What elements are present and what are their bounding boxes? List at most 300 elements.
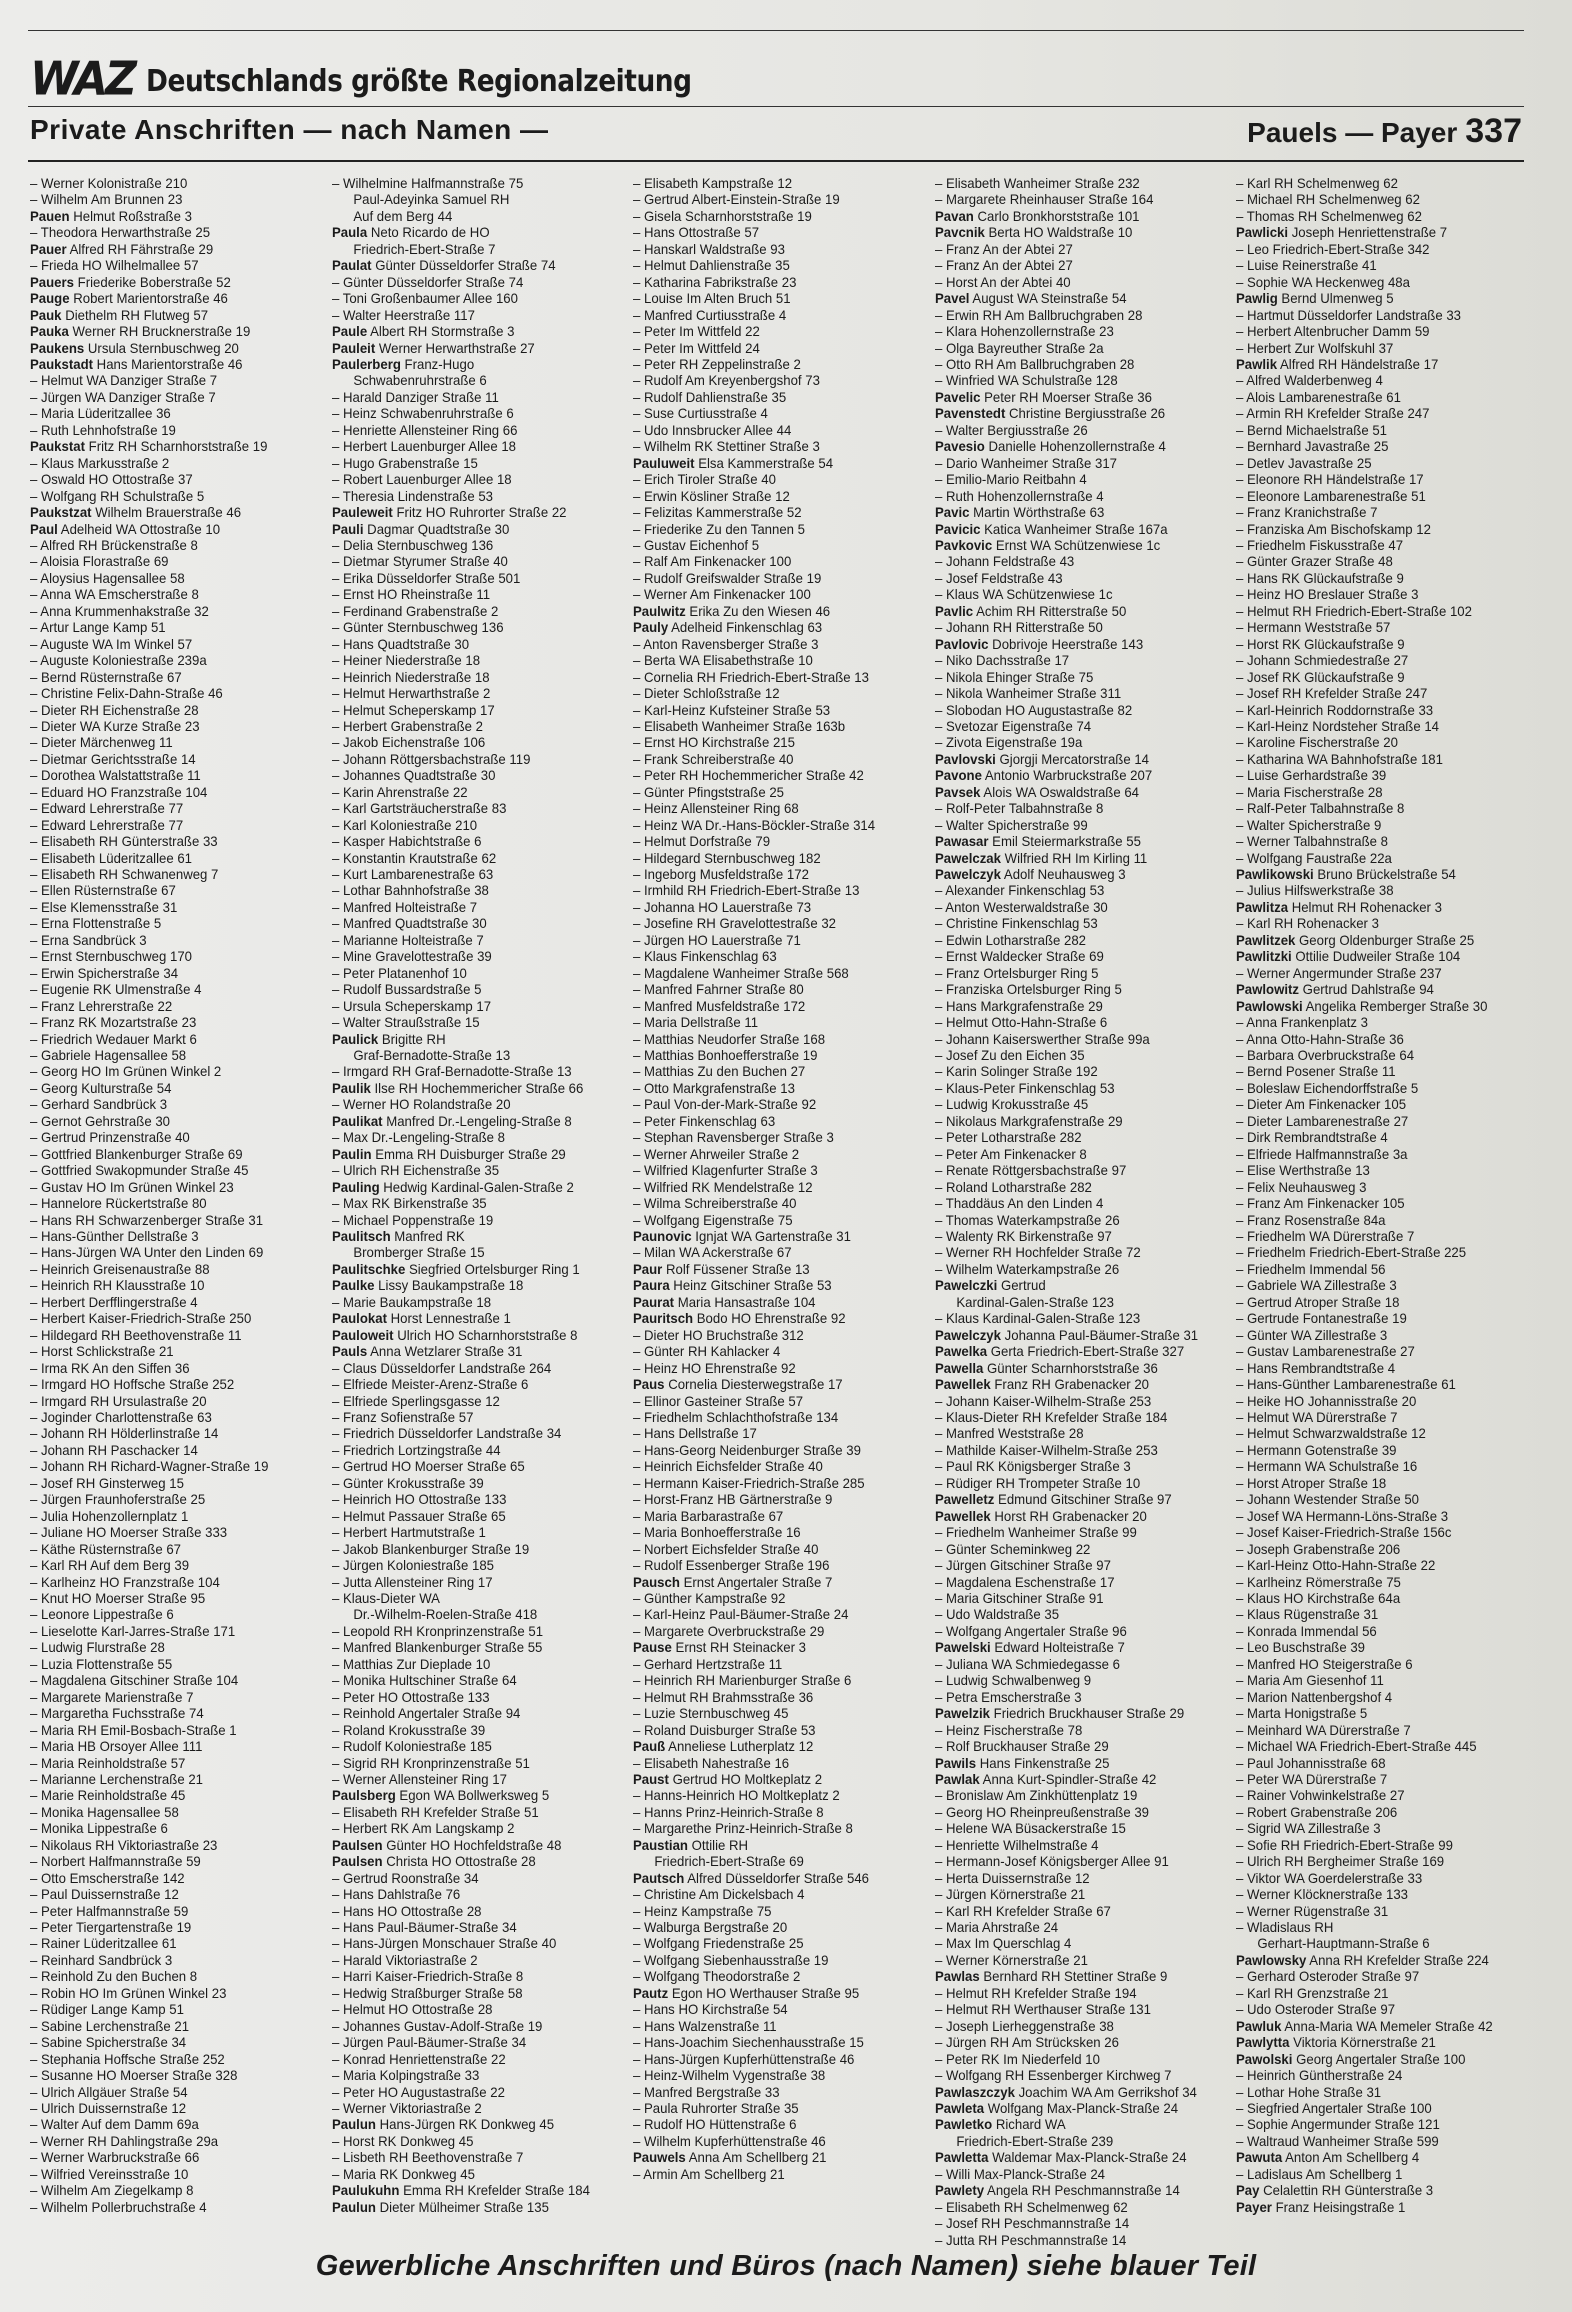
listing-entry: – Lisbeth RH Beethovenstraße 7 xyxy=(331,2150,523,2166)
listing-entry: – Günter Scheminkweg 22 xyxy=(934,1541,1091,1557)
surname: Pawella xyxy=(934,1360,984,1376)
surname: Paustian xyxy=(633,1837,689,1853)
listing-entry: – Paul RK Königsberger Straße 3 xyxy=(934,1459,1131,1475)
listing-entry: – Armin RH Krefelder Straße 247 xyxy=(1236,406,1430,422)
surname: Pawlig xyxy=(1236,291,1279,307)
listing-entry: – Ludwig Flurstraße 28 xyxy=(30,1640,165,1656)
listing-entry: Pauer Alfred RH Fährstraße 29 xyxy=(30,241,214,257)
listing-entry: – Franziska Am Bischofskamp 12 xyxy=(1236,521,1432,537)
listing-entry: – Elise Werthstraße 13 xyxy=(1236,1163,1371,1179)
listing-entry: – Max RK Birkenstraße 35 xyxy=(331,1196,487,1212)
surname: Pauk xyxy=(30,307,62,323)
listing-entry: – Karl RH Auf dem Berg 39 xyxy=(30,1558,190,1574)
surname: Paulik xyxy=(331,1080,371,1096)
listing-entry: Pauleit Werner Herwarthstraße 27 xyxy=(331,340,535,356)
listing-entry: Paur Rolf Füssener Straße 13 xyxy=(633,1261,810,1277)
listing-entry: – Günter Sternbuschweg 136 xyxy=(331,620,504,636)
listing-entry: – Michael WA Friedrich-Ebert-Straße 445 xyxy=(1236,1739,1477,1755)
listing-entry: – Franz Kranichstraße 7 xyxy=(1236,505,1378,521)
surname: Paulikat xyxy=(331,1113,383,1129)
column-5 xyxy=(1236,176,1524,2256)
surname: Pauls xyxy=(331,1344,367,1360)
surname: Pavsek xyxy=(934,784,981,800)
listing-entry: – Georg HO Im Grünen Winkel 2 xyxy=(30,1064,222,1080)
listing-entry: – Aloysius Hagensallee 58 xyxy=(30,570,185,586)
listing-entry: – Felizitas Kammerstraße 52 xyxy=(633,505,802,521)
listing-entry: Paulke Lissy Baukampstraße 18 xyxy=(331,1278,523,1294)
listing-entry: – Theodora Herwarthstraße 25 xyxy=(30,225,211,241)
listing-entry: – Wilhelm RK Stettiner Straße 3 xyxy=(633,439,821,455)
listing-entry: – Gustav Eichenhof 5 xyxy=(633,537,760,553)
surname: Paulukuhn xyxy=(331,2183,399,2199)
listing-entry: – Jürgen WA Danziger Straße 7 xyxy=(30,389,216,405)
listing-entry: – Reinhold Zu den Buchen 8 xyxy=(30,1969,198,1985)
listing-entry: – Rudolf Koloniestraße 185 xyxy=(331,1739,492,1755)
listing-entry: – Irmhild RH Friedrich-Ebert-Straße 13 xyxy=(633,883,860,899)
listing-entry: – Jutta RH Peschmannstraße 14 xyxy=(934,2232,1127,2248)
listing-entry: Paulik Ilse RH Hochemmericher Straße 66 xyxy=(331,1080,583,1096)
listing-entry: Paulsberg Egon WA Bollwerksweg 5 xyxy=(331,1788,549,1804)
listing-entry: – Luzia Flottenstraße 55 xyxy=(30,1656,173,1672)
listing-entry: – Wilfried Klagenfurter Straße 3 xyxy=(633,1163,818,1179)
listing-entry: – Gerhard Hertzstraße 11 xyxy=(633,1656,783,1672)
listing-entry: – Peter Tiergartenstraße 19 xyxy=(30,1920,192,1936)
listing-entry: – Irmgard HO Hoffsche Straße 252 xyxy=(30,1377,235,1393)
listing-entry: – Dieter Schloßstraße 12 xyxy=(633,686,780,702)
listing-entry: – Elisabeth Wanheimer Straße 232 xyxy=(934,176,1140,191)
listing-entry: – Erwin Kösliner Straße 12 xyxy=(633,488,791,504)
listing-entry: – Ulrich Allgäuer Straße 54 xyxy=(30,2084,188,2100)
listing-entry: – Rolf-Peter Talbahnstraße 8 xyxy=(934,801,1104,817)
listing-entry: – Hans-Jürgen Monschauer Straße 40 xyxy=(331,1936,556,1952)
surname: Paukstat xyxy=(30,439,85,455)
listing-entry: – Matthias Neudorfer Straße 168 xyxy=(633,1031,826,1047)
surname: Paulat xyxy=(331,258,372,274)
listing-entry: Pawelzik Friedrich Bruckhauser Straße 29 xyxy=(934,1706,1184,1722)
listing-entry: – Armin Am Schellberg 21 xyxy=(633,2166,785,2182)
listing-entry: – Werner RH Dahlingstraße 29a xyxy=(30,2133,219,2149)
listing-entry: – Magdalena Eschenstraße 17 xyxy=(934,1574,1115,1590)
surname: Pavkovic xyxy=(934,537,992,553)
listing-entry: – Alexander Finkenschlag 53 xyxy=(934,883,1105,899)
listing-entry: – Jürgen RH Am Strücksken 26 xyxy=(934,2035,1119,2051)
listing-entry: Pawuta Anton Am Schellberg 4 xyxy=(1236,2150,1420,2166)
listing-entry: – Wilhelmine Halfmannstraße 75 xyxy=(331,176,523,191)
listing-entry: Payer Franz Heisingstraße 1 xyxy=(1236,2199,1406,2215)
surname: Paule xyxy=(331,324,367,340)
listing-entry: – Anton Westerwaldstraße 30 xyxy=(934,899,1108,915)
listing-entry: – Max Im Querschlag 4 xyxy=(934,1936,1072,1952)
listing-entry: – Helmut RH Krefelder Straße 194 xyxy=(934,1985,1137,2001)
listing-entry: – Heiner Niederstraße 18 xyxy=(331,653,480,669)
listing-entry: – Christine Finkenschlag 53 xyxy=(934,916,1098,932)
listing-entry: – Lothar Hohe Straße 31 xyxy=(1236,2084,1382,2100)
listing-entry: – Edward Lehrerstraße 77 xyxy=(30,801,184,817)
listing-entry: – Anna Krummenhakstraße 32 xyxy=(30,603,209,619)
surname: Pawelletz xyxy=(934,1492,995,1508)
listing-entry: Paul-Adeyinka Samuel RH xyxy=(352,192,510,208)
surname: Paulun xyxy=(331,2199,376,2215)
listing-entry: – Christine Felix-Dahn-Straße 46 xyxy=(30,686,223,702)
listing-entry: – Eleonore Lambarenestraße 51 xyxy=(1236,488,1427,504)
listing-entry: Pauwels Anna Am Schellberg 21 xyxy=(633,2150,827,2166)
listing-entry: – Günter Grazer Straße 48 xyxy=(1236,554,1394,570)
listing-entry: – Leo Friedrich-Ebert-Straße 342 xyxy=(1236,241,1430,257)
listing-entry: – Helmut WA Danziger Straße 7 xyxy=(30,373,218,389)
listing-entry: – Heinrich Greisenaustraße 88 xyxy=(30,1261,210,1277)
listing-entry: – Manfred Musfeldstraße 172 xyxy=(633,998,806,1014)
listing-entry: – Peter HO Augustastraße 22 xyxy=(331,2084,505,2100)
listing-entry: – Karl-Heinrich Roddornstraße 33 xyxy=(1236,702,1434,718)
listing-entry: – Marianne Lerchenstraße 21 xyxy=(30,1771,203,1787)
listing-entry: – Ulrich RH Eichenstraße 35 xyxy=(331,1163,499,1179)
listing-entry: – Paul Von-der-Mark-Straße 92 xyxy=(633,1097,817,1113)
listing-entry: – Dario Wanheimer Straße 317 xyxy=(934,455,1117,471)
listing-entry: – Werner Körnerstraße 21 xyxy=(934,1952,1088,1968)
listing-entry: – Karl-Heinz Paul-Bäumer-Straße 24 xyxy=(633,1607,849,1623)
listing-entry: Pay Celalettin RH Günterstraße 3 xyxy=(1236,2183,1434,2199)
listing-entry: – Werner Kolonistraße 210 xyxy=(30,176,188,191)
listing-entry: – Ralf-Peter Talbahnstraße 8 xyxy=(1236,801,1405,817)
surname: Pawlicki xyxy=(1236,225,1289,241)
listing-entry: – Elisabeth Nahestraße 16 xyxy=(633,1755,790,1771)
listing-entry: – Heinrich Niederstraße 18 xyxy=(331,669,490,685)
listing-entry: – Louise Im Alten Bruch 51 xyxy=(633,291,791,307)
surname: Paulin xyxy=(331,1146,372,1162)
footer-note: Gewerbliche Anschriften und Büros (nach Namen) siehe blauer Teil xyxy=(315,2250,1257,2282)
listing-entry: – Klaus-Dieter WA xyxy=(331,1590,440,1606)
listing-entry: – Walter Bergiusstraße 26 xyxy=(934,422,1088,438)
listing-entry: – Peter HO Ottostraße 133 xyxy=(331,1689,490,1705)
listing-entry: – Gerhard Sandbrück 3 xyxy=(30,1097,168,1113)
listing-entry: – Margarete Rheinhauser Straße 164 xyxy=(934,192,1154,208)
listing-entry: – Hans Quadtstraße 30 xyxy=(331,636,469,652)
listing-entry: – Lothar Bahnhofstraße 38 xyxy=(331,883,489,899)
listing-entry: – Herbert Zur Wolfskuhl 37 xyxy=(1236,340,1394,356)
listing-entry: – Harri Kaiser-Friedrich-Straße 8 xyxy=(331,1969,523,1985)
listing-entry: – Peter Im Wittfeld 22 xyxy=(633,324,760,340)
listing-entry: – Niko Dachsstraße 17 xyxy=(934,653,1069,669)
surname: Pawlitzki xyxy=(1236,949,1293,965)
listing-entry: – Gertrud Albert-Einstein-Straße 19 xyxy=(633,192,840,208)
listing-entry: Pawolski Georg Angertaler Straße 100 xyxy=(1236,2051,1466,2067)
listing-entry: – Luise Reinerstraße 41 xyxy=(1236,258,1378,274)
listing-entry: – Werner Warbruckstraße 66 xyxy=(30,2150,200,2166)
listing-entry: Pavlovic Dobrivoje Heerstraße 143 xyxy=(934,636,1143,652)
listing-entry: – Johann Feldstraße 43 xyxy=(934,554,1075,570)
surname: Pawlitzek xyxy=(1236,932,1296,948)
surname: Pawelka xyxy=(934,1344,987,1360)
listing-entry: – Joseph Lierheggenstraße 38 xyxy=(934,2018,1114,2034)
listing-entry: – Heinrich Eichsfelder Straße 40 xyxy=(633,1459,824,1475)
listing-entry: Pauge Robert Marientorstraße 46 xyxy=(30,291,228,307)
listing-entry: – Karl-Heinz Nordsteher Straße 14 xyxy=(1236,718,1440,734)
listing-entry: – Helmut RH Friedrich-Ebert-Straße 102 xyxy=(1236,603,1473,619)
listing-entry: – Thaddäus An den Linden 4 xyxy=(934,1196,1104,1212)
listing-entry: – Georg Kulturstraße 54 xyxy=(30,1080,172,1096)
listing-entry: Pautz Egon HO Werthauser Straße 95 xyxy=(633,1985,860,2001)
surname: Pawellek xyxy=(934,1377,991,1393)
listing-entry: – Ellinor Gasteiner Straße 57 xyxy=(633,1393,804,1409)
surname: Paula xyxy=(331,225,367,241)
listing-entry: – Friedhelm WA Dürerstraße 7 xyxy=(1236,1229,1415,1244)
listing-entry: – Peter WA Dürerstraße 7 xyxy=(1236,1771,1388,1787)
listing-entry: – Josef Kaiser-Friedrich-Straße 156c xyxy=(1236,1525,1452,1541)
listing-entry: Paulin Emma RH Duisburger Straße 29 xyxy=(331,1146,566,1162)
listing-entry: – Jürgen Körnerstraße 21 xyxy=(934,1887,1086,1903)
listing-entry: Pawlowsky Anna RH Krefelder Straße 224 xyxy=(1236,1952,1490,1968)
listing-entry: Pauls Anna Wetzlarer Straße 31 xyxy=(331,1344,522,1360)
listing-entry: – Claus Düsseldorfer Landstraße 264 xyxy=(331,1360,551,1376)
listing-entry: Pawlak Anna Kurt-Spindler-Straße 42 xyxy=(934,1771,1157,1787)
listing-entry: – Hans Rembrandtstraße 4 xyxy=(1236,1360,1396,1376)
listing-entry: – Walter Heerstraße 117 xyxy=(331,307,475,323)
listing-entry: – Johann Westender Straße 50 xyxy=(1236,1492,1420,1508)
listing-entry: – Sabine Spicherstraße 34 xyxy=(30,2035,187,2051)
listing-entry: – Friedhelm Wanheimer Straße 99 xyxy=(934,1525,1137,1541)
listing-entry: – Maria Barbarastraße 67 xyxy=(633,1508,784,1524)
listing-entry: – Joginder Charlottenstraße 63 xyxy=(30,1409,212,1425)
listing-entry: – Nikola Ehinger Straße 75 xyxy=(934,669,1094,685)
listing-entry: Pauk Diethelm RH Flutweg 57 xyxy=(30,307,209,323)
listing-entry: Friedrich-Ebert-Straße 7 xyxy=(352,241,496,257)
listing-entry: – Manfred Blankenburger Straße 55 xyxy=(331,1640,542,1656)
page-number: 337 xyxy=(1465,112,1522,150)
listing-entry: – Anton Ravensberger Straße 3 xyxy=(633,636,819,652)
listing-entry: – Franz An der Abtei 27 xyxy=(934,258,1073,274)
listing-columns xyxy=(30,176,1524,2256)
listing-entry: Pauß Anneliese Lutherplatz 12 xyxy=(633,1739,814,1755)
listing-entry: – Mine Gravelottestraße 39 xyxy=(331,949,492,965)
listing-entry: – Franz Lehrerstraße 22 xyxy=(30,998,173,1014)
listing-entry: – Karl Koloniestraße 210 xyxy=(331,817,477,833)
listing-entry: – Margarethe Prinz-Heinrich-Straße 8 xyxy=(633,1821,854,1837)
listing-entry: – Anna Frankenplatz 3 xyxy=(1236,1015,1369,1031)
listing-entry: Pawellek Horst RH Grabenacker 20 xyxy=(934,1508,1147,1524)
listing-entry: – Hans Dahlstraße 76 xyxy=(331,1887,460,1903)
listing-entry: Paurat Maria Hansastraße 104 xyxy=(633,1294,816,1310)
listing-entry: – Karl-Heinz Kufsteiner Straße 53 xyxy=(633,702,831,718)
listing-entry: – Eduard HO Franzstraße 104 xyxy=(30,784,208,800)
listing-entry: – Rudolf HO Hüttenstraße 6 xyxy=(633,2117,797,2133)
listing-entry: – Paul Duissernstraße 12 xyxy=(30,1887,179,1903)
listing-entry: – Roland Krokusstraße 39 xyxy=(331,1722,485,1738)
listing-entry: – Elisabeth Kampstraße 12 xyxy=(633,176,793,191)
listing-entry: – Erwin RH Am Ballbruchgraben 28 xyxy=(934,307,1143,323)
listing-entry: – Marie Reinholdstraße 45 xyxy=(30,1788,186,1804)
listing-entry: – Slobodan HO Augustastraße 82 xyxy=(934,702,1132,718)
listing-entry: Pawluk Anna-Maria WA Memeler Straße 42 xyxy=(1236,2018,1494,2034)
listing-entry: – Horst Atroper Straße 18 xyxy=(1236,1475,1387,1491)
listing-entry: – Heinz-Wilhelm Vygenstraße 38 xyxy=(633,2068,826,2084)
listing-entry: – Monika Lippestraße 6 xyxy=(30,1821,168,1837)
listing-entry: – Gustav HO Im Grünen Winkel 23 xyxy=(30,1179,234,1195)
listing-entry: Bromberger Straße 15 xyxy=(352,1245,485,1261)
listing-entry: – Joseph Grabenstraße 206 xyxy=(1236,1541,1401,1557)
surname: Pavcnik xyxy=(934,225,985,241)
listing-entry: Paukens Ursula Sternbuschweg 20 xyxy=(30,340,239,356)
listing-entry: – Heinz HO Breslauer Straße 3 xyxy=(1236,587,1419,603)
listing-entry: Paukstadt Hans Marientorstraße 46 xyxy=(30,356,243,372)
listing-entry: Paulikat Manfred Dr.-Lengeling-Straße 8 xyxy=(331,1113,572,1129)
surname: Paukens xyxy=(30,340,85,356)
listing-entry: – Peter RH Hochemmericher Straße 42 xyxy=(633,768,865,784)
listing-entry: – Dieter RH Eichenstraße 28 xyxy=(30,702,199,718)
listing-entry: – Hermann WA Schulstraße 16 xyxy=(1236,1459,1418,1475)
top-rule xyxy=(28,30,1524,31)
listing-entry: – Hans HO Kirchstraße 54 xyxy=(633,2002,788,2018)
listing-entry: – Stephan Ravensberger Straße 3 xyxy=(633,1130,835,1146)
masthead-tagline: Deutschlands größte Regionalzeitung xyxy=(145,64,692,99)
listing-entry: – Klaus Finkenschlag 63 xyxy=(633,949,777,965)
surname: Pawelczyk xyxy=(934,867,1001,883)
listing-entry: – Maria Am Giesenhof 11 xyxy=(1236,1673,1385,1689)
listing-entry: – Viktor WA Goerdelerstraße 33 xyxy=(1236,1870,1423,1886)
column-2 xyxy=(332,176,620,2256)
listing-entry: – Günter WA Zillestraße 3 xyxy=(1236,1327,1388,1343)
surname: Pawlas xyxy=(934,1969,980,1985)
surname: Pawuta xyxy=(1236,2150,1283,2166)
listing-entry: – Horst RK Glückaufstraße 9 xyxy=(1236,636,1405,652)
listing-entry: – Christine Am Dickelsbach 4 xyxy=(633,1887,805,1903)
listing-entry: – Gottfried Blankenburger Straße 69 xyxy=(30,1146,243,1162)
listing-entry: – Helmut HO Ottostraße 28 xyxy=(331,2002,493,2018)
listing-entry: – Ursula Scheperskamp 17 xyxy=(331,998,491,1014)
listing-entry: – Konrada Immendal 56 xyxy=(1236,1623,1378,1639)
listing-entry: – Wladislaus RH xyxy=(1236,1920,1334,1936)
listing-entry: – Ernst Sternbuschweg 170 xyxy=(30,949,193,965)
listing-entry: – Helmut Scheperskamp 17 xyxy=(331,702,495,718)
masthead xyxy=(30,44,766,107)
listing-entry: – Herbert Grabenstraße 2 xyxy=(331,718,483,734)
listing-entry: – Otto RH Am Ballbruchgraben 28 xyxy=(934,356,1135,372)
listing-entry: – Werner Rügenstraße 31 xyxy=(1236,1903,1389,1919)
surname: Pauling xyxy=(331,1179,380,1195)
listing-entry: – Konstantin Krautstraße 62 xyxy=(331,850,496,866)
listing-entry: – Ernst Waldecker Straße 69 xyxy=(934,949,1104,965)
surname: Pavic xyxy=(934,505,970,521)
listing-entry: – Manfred Fahrner Straße 80 xyxy=(633,982,804,998)
listing-entry: – Käthe Rüsternstraße 67 xyxy=(30,1541,182,1557)
listing-entry: Pawlety Angela RH Peschmannstraße 14 xyxy=(934,2183,1180,2199)
listing-entry: – Margaretha Fuchsstraße 74 xyxy=(30,1706,204,1722)
surname: Paura xyxy=(633,1278,670,1294)
listing-entry: – Georg HO Rheinpreußenstraße 39 xyxy=(934,1804,1149,1820)
surname: Pautz xyxy=(633,1985,669,2001)
listing-entry: – Wilhelm Pollerbruchstraße 4 xyxy=(30,2199,207,2215)
name-range: Pauels — Payer xyxy=(1247,117,1458,148)
listing-entry: – Gabriele WA Zillestraße 3 xyxy=(1236,1278,1398,1294)
listing-entry: – Walter Spicherstraße 99 xyxy=(934,817,1088,833)
listing-entry: – Josef Feldstraße 43 xyxy=(934,570,1063,586)
listing-entry: – Maria HB Orsoyer Allee 111 xyxy=(30,1739,203,1755)
listing-entry: – Sigrid RH Kronprinzenstraße 51 xyxy=(331,1755,530,1771)
listing-entry: Gerhart-Hauptmann-Straße 6 xyxy=(1257,1936,1430,1952)
listing-entry: – Helmut Otto-Hahn-Straße 6 xyxy=(934,1015,1108,1031)
listing-entry: Pawlowski Angelika Remberger Straße 30 xyxy=(1236,998,1488,1014)
listing-entry: – Klaus Markusstraße 2 xyxy=(30,455,170,471)
listing-entry: – Leo Buschstraße 39 xyxy=(1236,1640,1366,1656)
surname: Paur xyxy=(633,1261,663,1277)
listing-entry: – Edwin Lotharstraße 282 xyxy=(934,932,1086,948)
listing-entry: Paus Cornelia Diesterwegstraße 17 xyxy=(633,1377,843,1393)
surname: Pavlic xyxy=(934,603,973,619)
listing-entry: – Wolfgang RH Essenberger Kirchweg 7 xyxy=(934,2068,1172,2084)
surname: Pauleweit xyxy=(331,505,393,521)
listing-entry: – Margarete Overbruckstraße 29 xyxy=(633,1623,825,1639)
listing-entry: – Leonore Lippestraße 6 xyxy=(30,1607,174,1623)
listing-entry: – Wolfgang Eigenstraße 75 xyxy=(633,1212,793,1228)
listing-entry: – Peter Halfmannstraße 59 xyxy=(30,1903,189,1919)
listing-entry: – Rudolf Dahlienstraße 35 xyxy=(633,389,787,405)
listing-entry: – Olga Bayreuther Straße 2a xyxy=(934,340,1104,356)
surname: Paunovic xyxy=(633,1229,692,1244)
listing-entry: – Hans-Jürgen WA Unter den Linden 69 xyxy=(30,1245,264,1261)
listing-entry: – Harald Viktoriastraße 2 xyxy=(331,1952,478,1968)
listing-entry: – Manfred Bergstraße 33 xyxy=(633,2084,780,2100)
surname: Pautsch xyxy=(633,1870,685,1886)
listing-entry: – Meinhard WA Dürerstraße 7 xyxy=(1236,1722,1412,1738)
listing-entry: – Robin HO Im Grünen Winkel 23 xyxy=(30,1985,227,2001)
listing-entry: – Ernst HO Kirchstraße 215 xyxy=(633,735,796,751)
listing-entry: – Else Klemensstraße 31 xyxy=(30,899,178,915)
listing-entry: – Jakob Eichenstraße 106 xyxy=(331,735,485,751)
listing-entry: – Franz An der Abtei 27 xyxy=(934,241,1073,257)
listing-entry: Pavel August WA Steinstraße 54 xyxy=(934,291,1127,307)
listing-entry: – Jürgen Fraunhoferstraße 25 xyxy=(30,1492,206,1508)
listing-entry: Paul Adelheid WA Ottostraße 10 xyxy=(30,521,221,537)
surname: Paulwitz xyxy=(633,603,686,619)
surname: Pawlikowski xyxy=(1236,867,1315,883)
listing-entry: – Henriette Allensteiner Ring 66 xyxy=(331,422,518,438)
surname: Pawlowitz xyxy=(1236,982,1300,998)
surname: Pawlik xyxy=(1236,356,1278,372)
listing-entry: – Werner HO Rolandstraße 20 xyxy=(331,1097,511,1113)
listing-entry: Paula Neto Ricardo de HO xyxy=(331,225,490,241)
listing-entry: – Sofie RH Friedrich-Ebert-Straße 99 xyxy=(1236,1837,1454,1853)
listing-entry: Paulukuhn Emma RH Krefelder Straße 184 xyxy=(331,2183,590,2199)
surname: Pauka xyxy=(30,324,69,340)
listing-entry: – Frank Schreiberstraße 40 xyxy=(633,751,794,767)
listing-entry: Pawlig Bernd Ulmenweg 5 xyxy=(1236,291,1394,307)
surname: Pauritsch xyxy=(633,1311,694,1327)
surname: Pauli xyxy=(331,521,364,537)
listing-entry: – Johann Schmiedestraße 27 xyxy=(1236,653,1409,669)
listing-entry: Paust Gertrud HO Moltkeplatz 2 xyxy=(633,1771,823,1787)
listing-entry: – Susanne HO Moerser Straße 328 xyxy=(30,2068,238,2084)
surname: Pauloweit xyxy=(331,1327,394,1343)
listing-entry: Paustian Ottilie RH xyxy=(633,1837,749,1853)
listing-entry: – Anna WA Emscherstraße 8 xyxy=(30,587,199,603)
listing-entry: – Friedhelm Friedrich-Ebert-Straße 225 xyxy=(1236,1245,1467,1261)
listing-entry: – Paul Johannisstraße 68 xyxy=(1236,1755,1386,1771)
listing-entry: – Jutta Allensteiner Ring 17 xyxy=(331,1574,493,1590)
listing-entry: – Manfred Holteistraße 7 xyxy=(331,899,477,915)
listing-entry: – Thomas Waterkampstraße 26 xyxy=(934,1212,1120,1228)
listing-entry: Pawlas Bernhard RH Stettiner Straße 9 xyxy=(934,1969,1168,1985)
listing-entry: Friedrich-Ebert-Straße 239 xyxy=(956,2133,1113,2149)
listing-entry: – Friedhelm Immendal 56 xyxy=(1236,1261,1386,1277)
listing-entry: – Elisabeth RH Günterstraße 33 xyxy=(30,834,218,850)
surname: Paul xyxy=(30,521,58,537)
surname: Pausch xyxy=(633,1574,681,1590)
listing-entry: – Friedhelm Fiskusstraße 47 xyxy=(1236,537,1404,553)
surname: Pauge xyxy=(30,291,70,307)
listing-entry: – Rudolf Bussardstraße 5 xyxy=(331,982,482,998)
listing-entry: – Irma RK An den Siffen 36 xyxy=(30,1360,190,1376)
listing-entry: Pavone Antonio Warbruckstraße 207 xyxy=(934,768,1152,784)
listing-entry: Dr.-Wilhelm-Roelen-Straße 418 xyxy=(352,1607,537,1623)
